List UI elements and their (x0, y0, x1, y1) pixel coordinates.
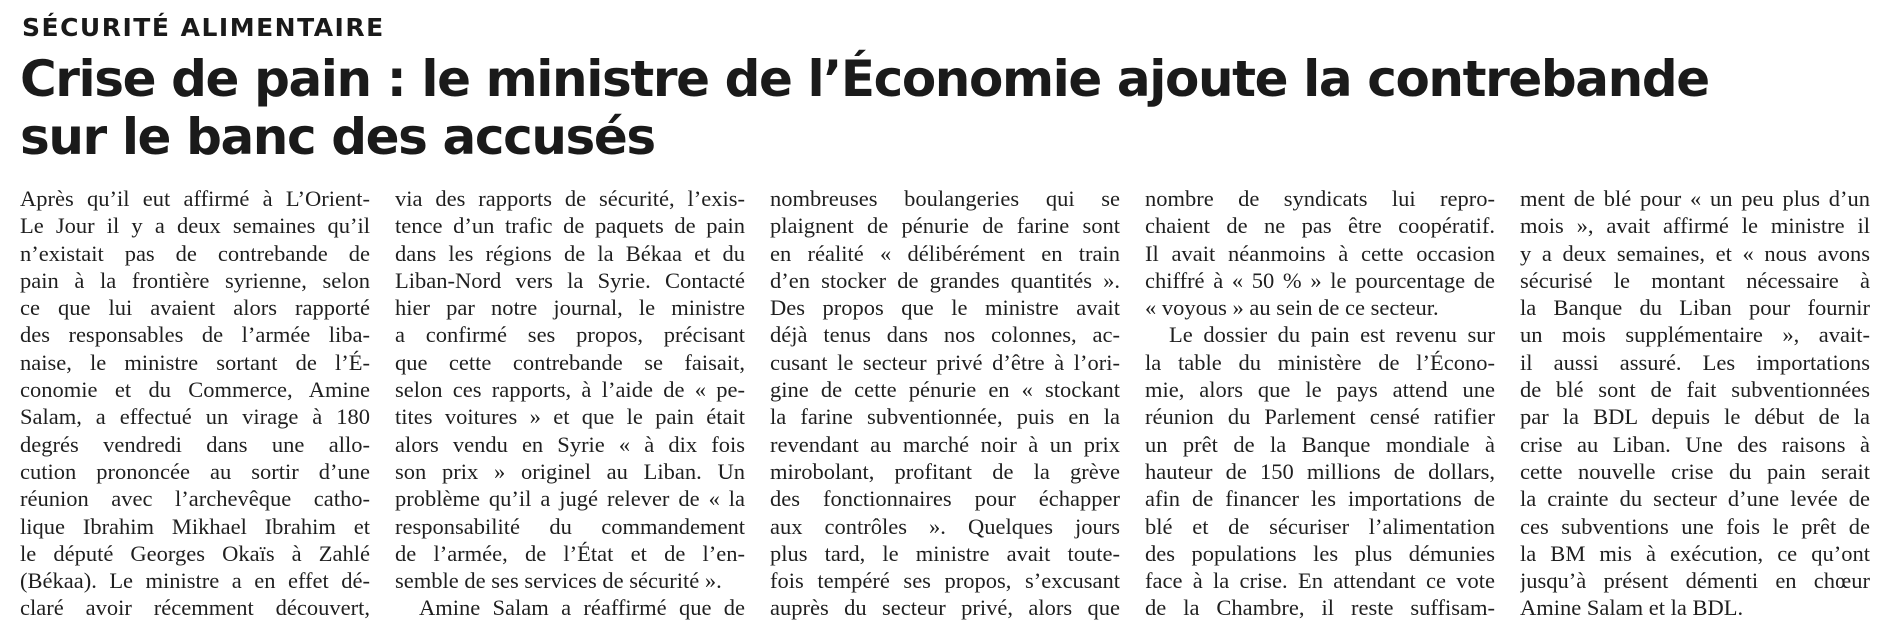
text-line: naise, le ministre sortant de l’É- (20, 349, 370, 375)
text-line: chaient de ne pas être coopératif. (1145, 213, 1495, 239)
text-line: la BM mis à exécution, ce qu’ont (1520, 540, 1870, 566)
text-line: a confirmé ses propos, précisant (395, 322, 745, 348)
text-line: Amine Salam et la BDL. (1520, 595, 1744, 621)
text-line: lique Ibrahim Mikhael Ibrahim et (20, 513, 370, 539)
text-line: y a deux semaines, et « nous avons (1520, 240, 1870, 266)
text-line: cution prononcée au sortir d’une (20, 458, 370, 484)
text-line: par la BDL depuis le début de la (1520, 404, 1870, 430)
text-line: mois », avait affirmé le ministre il (1520, 213, 1870, 239)
text-line: le député Georges Okaïs à Zahlé (20, 540, 370, 566)
text-line: responsabilité du commandement (395, 513, 745, 539)
text-line: afin de financer les importations de (1145, 486, 1495, 512)
text-line: son prix » originel au Liban. Un (395, 458, 745, 484)
text-line: tites voitures » et que le pain était (395, 404, 745, 430)
text-line: ment de blé pour « un peu plus d’un (1520, 186, 1870, 211)
text-line: cette nouvelle crise du pain serait (1520, 458, 1870, 484)
text-line: cusant le secteur privé d’être à l’ori- (770, 349, 1120, 375)
text-line: aux contrôles ». Quelques jours (770, 513, 1120, 539)
text-line: (Békaa). Le ministre a en effet dé- (20, 568, 370, 594)
text-column-3 (770, 185, 1120, 622)
text-line: semble de ses services de sécurité ». (395, 568, 722, 594)
text-line: la table du ministère de l’Écono- (1145, 349, 1495, 375)
text-line: que cette contrebande se faisait, (395, 349, 745, 375)
text-line: plus tard, le ministre avait toute- (770, 540, 1120, 566)
text-line: la Banque du Liban pour fournir (1520, 295, 1870, 321)
text-line: sécurisé le montant nécessaire à (1520, 267, 1870, 293)
text-line: ces subventions une fois le prêt de (1520, 513, 1870, 539)
text-line: de blé sont de fait subventionnées (1520, 377, 1870, 403)
text-line: hier par notre journal, le ministre (395, 295, 745, 321)
text-line: Il avait néanmoins à cette occasion (1145, 240, 1495, 266)
text-line: un mois supplémentaire », avait- (1520, 322, 1870, 348)
text-line: crise au Liban. Une des raisons à (1520, 431, 1870, 457)
text-line: Le Jour il y a deux semaines qu’il (20, 213, 370, 239)
text-line: mirobolant, profitant de la grève (770, 458, 1120, 484)
text-line: des populations les plus démunies (1145, 540, 1495, 566)
text-line: face à la crise. En attendant ce vote (1145, 568, 1495, 594)
text-line: de la Chambre, il reste suffisam- (1145, 595, 1495, 621)
text-line: réunion avec l’archevêque catho- (20, 486, 370, 512)
text-line: revendant au marché noir à un prix (770, 431, 1120, 457)
text-line: plaignent de pénurie de farine sont (770, 213, 1120, 239)
text-line: auprès du secteur privé, alors que (770, 595, 1120, 621)
text-line: de l’armée, de l’État et de l’en- (395, 540, 745, 566)
text-line: claré avoir récemment découvert, (20, 595, 370, 621)
text-line: d’en stocker de grandes quantités ». (770, 267, 1120, 293)
text-line: Amine Salam a réaffirmé que de (419, 595, 745, 621)
headline-line: sur le banc des accusés (20, 108, 655, 166)
text-line: fois tempéré ses propos, s’excusant (770, 568, 1120, 594)
text-line: mie, alors que le pays attend une (1145, 377, 1495, 403)
text-line: hauteur de 150 millions de dollars, (1145, 458, 1495, 484)
text-line: nombre de syndicats lui repro- (1145, 186, 1495, 211)
text-line: Des propos que le ministre avait (770, 295, 1120, 321)
text-line: il aussi assuré. Les importations (1520, 349, 1870, 375)
text-line: réunion du Parlement censé ratifier (1145, 404, 1495, 430)
text-line: « voyous » au sein de ce secteur. (1145, 295, 1439, 321)
text-column-2 (395, 185, 745, 622)
text-line: Liban-Nord vers la Syrie. Contacté (395, 267, 745, 293)
headline-line: Crise de pain : le ministre de l’Économie ajoute la contrebande (20, 50, 1709, 108)
text-line: blé et de sécuriser l’alimentation (1145, 513, 1495, 539)
text-line: la crainte du secteur d’une levée de (1520, 486, 1870, 512)
text-line: la farine subventionnée, puis en la (770, 404, 1120, 430)
text-column-5 (1520, 185, 1870, 622)
text-line: selon ces rapports, à l’aide de « pe- (395, 377, 745, 403)
text-line: ce que lui avaient alors rapporté (20, 295, 370, 321)
article-headline (20, 50, 1709, 166)
text-column-4 (1145, 185, 1495, 622)
text-line: déjà tenus dans nos colonnes, ac- (770, 322, 1120, 348)
text-column-1 (20, 185, 370, 622)
text-line: des responsables de l’armée liba- (20, 322, 370, 348)
text-line: pain à la frontière syrienne, selon (20, 267, 370, 293)
text-line: problème qu’il a jugé relever de « la (395, 486, 745, 512)
text-line: via des rapports de sécurité, l’exis- (395, 186, 745, 211)
text-line: Salam, a effectué un virage à 180 (20, 404, 370, 430)
text-line: degrés vendredi dans une allo- (20, 431, 370, 457)
text-line: conomie et du Commerce, Amine (20, 377, 370, 403)
text-line: dans les régions de la Békaa et du (395, 240, 745, 266)
text-line: chiffré à « 50 % » le pourcentage de (1145, 267, 1495, 293)
text-line: des fonctionnaires pour échapper (770, 486, 1120, 512)
text-line: en réalité « délibérément en train (770, 240, 1120, 266)
text-line: Après qu’il eut affirmé à L’Orient- (20, 186, 370, 211)
text-line: jusqu’à présent démenti en chœur (1520, 568, 1870, 594)
text-line: tence d’un trafic de paquets de pain (395, 213, 745, 239)
text-line: nombreuses boulangeries qui se (770, 186, 1120, 211)
text-line: un prêt de la Banque mondiale à (1145, 431, 1495, 457)
text-line: Le dossier du pain est revenu sur (1169, 322, 1495, 348)
text-line: gine de cette pénurie en « stockant (770, 377, 1120, 403)
section-kicker: SÉCURITÉ ALIMENTAIRE (22, 13, 385, 42)
text-line: alors vendu en Syrie « à dix fois (395, 431, 745, 457)
text-line: n’existait pas de contrebande de (20, 240, 370, 266)
